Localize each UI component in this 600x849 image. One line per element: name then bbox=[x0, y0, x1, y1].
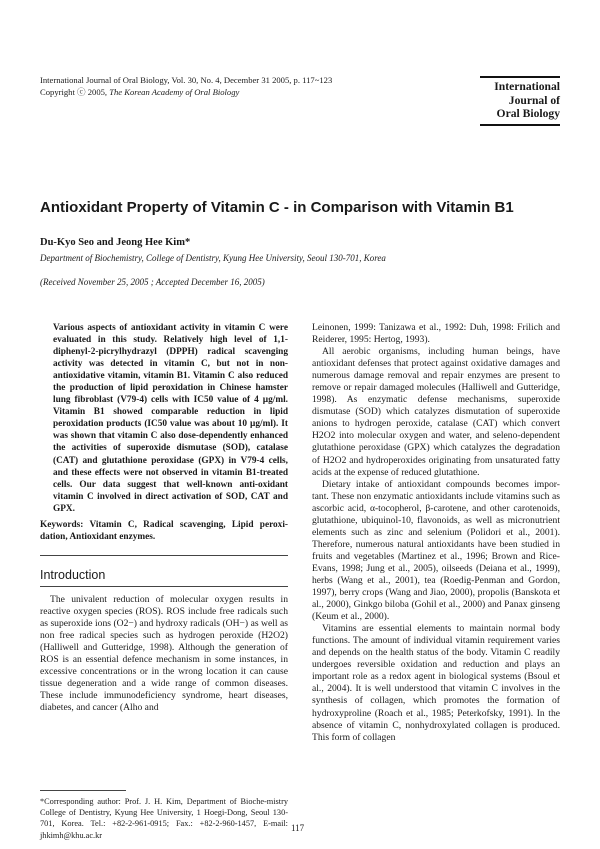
paragraph: The univalent reduction of molecular oxygen results in reactive oxygen species (ROS). ROS include free radicals such as superoxide ions (O2−) and hydroxy radicals (OH−) as well as non free radical species such as hydrogen peroxide (H2O2) (Halliwell and Gutteridge, 1998). Although the generation of ROS is an essential defence mechanism in some instances, in excessive concentrations or in the wrong location it can cause tissue degeneration and a wide range of common diseases. These include immunodeficiency syndrome, heart diseases, diabetes, and cancer (Alho and bbox=[40, 594, 288, 714]
abstract: Various aspects of antioxidant activity in vitamin C were evaluated in this study. Relatively high level of 1,1-diphenyl-2-picrylhydrazyl (DPPH) radical scavenging activity was detected in vitamin C, but not in non-antioxidative vitamin, vitamin B1. Vitamin C also reduced the production of lipid peroxidation in Chinese hamster lung fibroblast (V79-4) cells with IC50 value of 4 µg/ml. Vitamin B1 showed comparable reduction in lipid peroxidation products (IC50 value was about 10 µg/ml). It was shown that vitamin C also dose-dependently enhanced the activities of superoxide dismutase (SOD), catalase (CAT) and glutathione peroxidase (GPX) in V79-4 cells, and these effects were not observed in vitamin B1-treated cells. Our data suggest that well-known anti-oxidant vitamin C involved in direct activation of SOD, CAT and GPX. bbox=[53, 323, 288, 514]
copyright-line bbox=[40, 86, 239, 98]
section-heading-introduction: Introduction bbox=[40, 568, 106, 582]
right-column bbox=[312, 322, 560, 744]
journal-logo-line: International bbox=[494, 80, 560, 93]
journal-citation-line: International Journal of Oral Biology, Vol. 30, No. 4, December 31 2005, p. 117~123 bbox=[40, 75, 333, 85]
corresponding-author-footnote: *Corresponding author: Prof. J. H. Kim, Department of Bioche-mistry College of Dentistry, Kyung Hee University, 1 Hoegi-Dong, Seoul 130-701, Korea. Tel.: +82-2-961-0915; Fax.: +82-2-960-1457, E-mail: jhkimh@khu.ac.kr bbox=[40, 797, 288, 840]
journal-logo-box bbox=[480, 76, 560, 126]
section-divider-bottom bbox=[40, 586, 288, 587]
copyright-text: Copyright ⓒ 2005, bbox=[40, 87, 110, 97]
journal-logo-line: Oral Biology bbox=[496, 107, 560, 121]
affiliation: Department of Biochemistry, College of Dentistry, Kyung Hee University, Seoul 130-701, Korea bbox=[40, 253, 386, 263]
section-divider-top bbox=[40, 555, 288, 556]
paragraph: Leinonen, 1999: Tanizawa et al., 1992: Duh, 1998: Frilich and Reiderer, 1995: Hertog, 1993). bbox=[312, 322, 560, 346]
paragraph: Vitamins are essential elements to maintain normal body functions. The amount of individual vitamin requirement varies and depends on the health status of the body. Vitamin C readily undergoes reversible oxidation and reduction and plays an important role as a redox agent in biological systems (Bsoul et al., 2004). It is well understood that vitamin C involves in the synthesis of collagen, which promotes the formation of hydroxyproline (Roach et al., 1985; Peterkofsky, 1991). In the absence of vitamin C, nonhydroxylated collagen is produced. This form of collagen bbox=[312, 623, 560, 743]
journal-logo-line: Journal of bbox=[508, 93, 560, 107]
copyright-publisher: The Korean Academy of Oral Biology bbox=[109, 87, 240, 97]
page-number: 117 bbox=[291, 823, 305, 833]
authors: Du-Kyo Seo and Jeong Hee Kim* bbox=[40, 237, 191, 248]
article-title: Antioxidant Property of Vitamin C - in Comparison with Vitamin B1 bbox=[40, 199, 514, 216]
keywords: Keywords: Vitamin C, Radical scavenging, Lipid peroxi-dation, Antioxidant enzymes. bbox=[40, 520, 288, 543]
paragraph: All aerobic organisms, including human beings, have antioxidant defenses that protect against oxidative damages and numerous damage removal and repair enzymes are present to remove or repair damaged molecules (Halliwell and Gutteridge, 1998). As enzymatic defense mechanisms, superoxide dismutase (SOD) which catalyzes dismutation of superoxide anions to hydrogen peroxide, catalase (CAT) which convert H2O2 into molecular oxygen and water, and seleno-dependent glutathione peroxidase (GPX) which catalyzes the degradation of H2O2 and hydroperoxides originating from unsaturated fatty acids at the expense of reduced glutathione. bbox=[312, 346, 560, 478]
footnote-rule bbox=[40, 790, 126, 791]
introduction-paragraph bbox=[40, 594, 288, 714]
received-accepted-dates: (Received November 25, 2005 ; Accepted December 16, 2005) bbox=[40, 277, 265, 287]
paragraph: Dietary intake of antioxidant compounds becomes impor-tant. These non enzymatic antioxidants include vitamins such as ascorbic acid, α-tocopherol, β-carotene, and other carotenoids, glutathione, ubiquinol-10, flavonoids, as well as micronutrient elements such as zinc and selenium (Polidori et al., 2001). Therefore, numerous natural antioxidants have been studied in fruits and vegetables (Martinez et al., 1996; Brown and Rice-Evans, 1998; Jung et al., 2005), oilseeds (Deiana et al., 1999), herbs (Wang et al., 2001), tea (Roedig-Penman and Gordon, 1997), berry crops (Wang and Jiao, 2000), propolis (Banskota et al., 2000), Ginkgo biloba (Gohil et al., 2000) and Panax ginseng (Keum et al., 2000). bbox=[312, 478, 560, 623]
